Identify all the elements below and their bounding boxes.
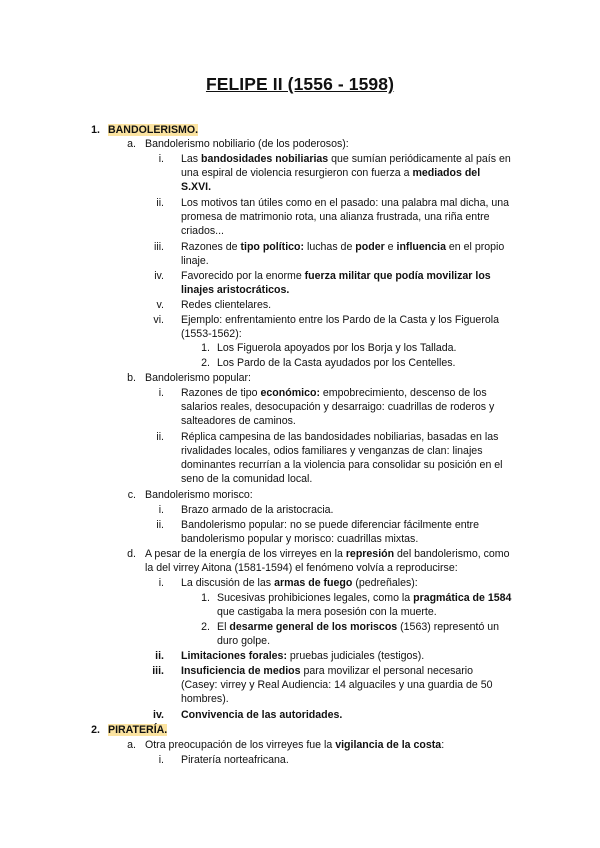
item-1a-iv-line2: linajes aristocráticos. (181, 284, 290, 296)
item-1d-ii-line1: Limitaciones forales: pruebas judiciales (testigos). (181, 650, 425, 662)
item-1c-i-line1: Brazo armado de la aristocracia. (181, 504, 334, 516)
item-1a-ii-line2: promesa de matrimonio rota, una alianza frustrada, una riña entre (181, 211, 490, 223)
item-1a-i-line3: S.XVI. (181, 181, 212, 193)
item-1a-iv-marker: iv. (154, 270, 164, 282)
item-1d-line1: A pesar de la energía de los virreyes en la represión del bandolerismo, como (145, 548, 510, 560)
item-1d-marker: d. (127, 548, 136, 560)
item-1b-ii-line2: rivalidades locales, odios familiares y venganzas de clan: linajes (181, 445, 483, 457)
item-1a-vi-marker: vi. (153, 314, 164, 326)
item-1b-ii-line1: Réplica campesina de las bandosidades nobiliarias, basadas en las (181, 431, 499, 443)
item-1d-i-marker: i. (158, 577, 164, 589)
item-2a-line1: Otra preocupación de los virreyes fue la vigilancia de la costa: (145, 739, 445, 751)
item-1a-iv-line1: Favorecido por la enorme fuerza militar que podía movilizar los (181, 270, 491, 282)
page-title: FELIPE II (1556 - 1598) (205, 74, 395, 94)
item-1b-ii-marker: ii. (156, 431, 164, 443)
item-1b-i-marker: i. (158, 387, 164, 399)
item-1a-v-marker: v. (156, 299, 164, 311)
item-1d-i-2-marker: 2. (201, 621, 210, 633)
item-1a-marker: a. (127, 138, 136, 150)
item-1b-ii-line4: seno de la comunidad local. (181, 473, 313, 485)
item-1d-i-1-line2: que castigaba la mera posesión con la muerte. (217, 606, 437, 618)
item-1a-vi-2-marker: 2. (201, 357, 210, 369)
item-1d-i-1-marker: 1. (201, 592, 210, 604)
item-1d-ii-marker: ii. (155, 650, 164, 662)
item-1c-ii-marker: ii. (156, 519, 164, 531)
item-1d-iv-line1: Convivencia de las autoridades. (181, 709, 343, 721)
item-1a-iii-line2: linaje. (181, 255, 209, 267)
section-1-heading: BANDOLERISMO. (108, 124, 199, 136)
item-1d-iii-line1: Insuficiencia de medios para movilizar el personal necesario (181, 665, 474, 677)
item-1b-ii-line3: dominantes recurrían a la violencia para consolidar su posición en el (181, 459, 503, 471)
item-1b-i-line1: Razones de tipo económico: empobrecimiento, descenso de los (181, 387, 487, 399)
item-1a-vi-2-text: Los Pardo de la Casta ayudados por los Centelles. (217, 357, 456, 369)
section-2-heading: PIRATERÍA. (108, 724, 168, 736)
item-1a-i-marker: i. (158, 153, 164, 165)
item-1d-i-line1: La discusión de las armas de fuego (pedreñales): (181, 577, 418, 589)
item-1d-iii-line2: (Casey: virrey y Real Audiencia: 14 alguaciles y una guardia de 50 (181, 679, 493, 691)
item-1d-iii-line3: hombres). (181, 693, 229, 705)
item-1a-v-line1: Redes clientelares. (181, 299, 272, 311)
item-1c-text: Bandolerismo morisco: (145, 489, 253, 501)
item-1d-i-2-line1: El desarme general de los moriscos (1563) representó un (217, 621, 500, 633)
item-1d-iv-marker: iv. (153, 709, 164, 721)
item-1a-text: Bandolerismo nobiliario (de los poderosos): (145, 138, 349, 150)
item-1a-i-line2: una espiral de violencia resurgieron con fuerza a mediados del (181, 167, 481, 179)
item-1a-ii-line3: criados... (181, 225, 224, 237)
item-1d-iii-marker: iii. (152, 665, 164, 677)
item-2a-marker: a. (127, 739, 136, 751)
item-1a-vi-1-marker: 1. (201, 342, 210, 354)
item-1a-ii-line1: Los motivos tan útiles como en el pasado: una palabra mal dicha, una (181, 197, 510, 209)
item-1b-i-line3: salteadores de caminos. (181, 415, 296, 427)
item-1c-i-marker: i. (158, 504, 164, 516)
item-1a-vi-line2: (1553-1562): (181, 328, 242, 340)
item-1c-marker: c. (127, 489, 136, 501)
item-1a-iii-line1: Razones de tipo político: luchas de poder e influencia en el propio (181, 241, 505, 253)
item-1c-ii-line2: bandolerismo popular y morisco: cuadrillas mixtas. (181, 533, 419, 545)
item-1d-i-2-line2: duro golpe. (217, 635, 271, 647)
item-1a-ii-marker: ii. (156, 197, 164, 209)
item-1d-i-1-line1: Sucesivas prohibiciones legales, como la pragmática de 1584 (217, 592, 512, 604)
item-1a-i-line1: Las bandosidades nobiliarias que sumían periódicamente al país en (181, 153, 511, 165)
item-1a-iii-marker: iii. (153, 241, 164, 253)
item-1b-i-line2: salarios reales, desocupación y desarraigo: cuadrillas de roderos y (181, 401, 495, 413)
item-2a-i-line1: Piratería norteafricana. (181, 754, 289, 766)
section-2-marker: 2. (91, 724, 100, 736)
item-1a-vi-1-text: Los Figuerola apoyados por los Borja y los Tallada. (217, 342, 457, 354)
item-1a-vi-line1: Ejemplo: enfrentamiento entre los Pardo de la Casta y los Figuerola (181, 314, 499, 326)
item-1b-marker: b. (127, 372, 136, 384)
item-2a-i-marker: i. (158, 754, 164, 766)
item-1d-line2: la del virrey Aitona (1581-1594) el fenómeno volvía a reproducirse: (145, 562, 458, 574)
item-1b-text: Bandolerismo popular: (145, 372, 251, 384)
item-1c-ii-line1: Bandolerismo popular: no se puede diferenciar fácilmente entre (181, 519, 479, 531)
section-1-marker: 1. (91, 124, 100, 136)
